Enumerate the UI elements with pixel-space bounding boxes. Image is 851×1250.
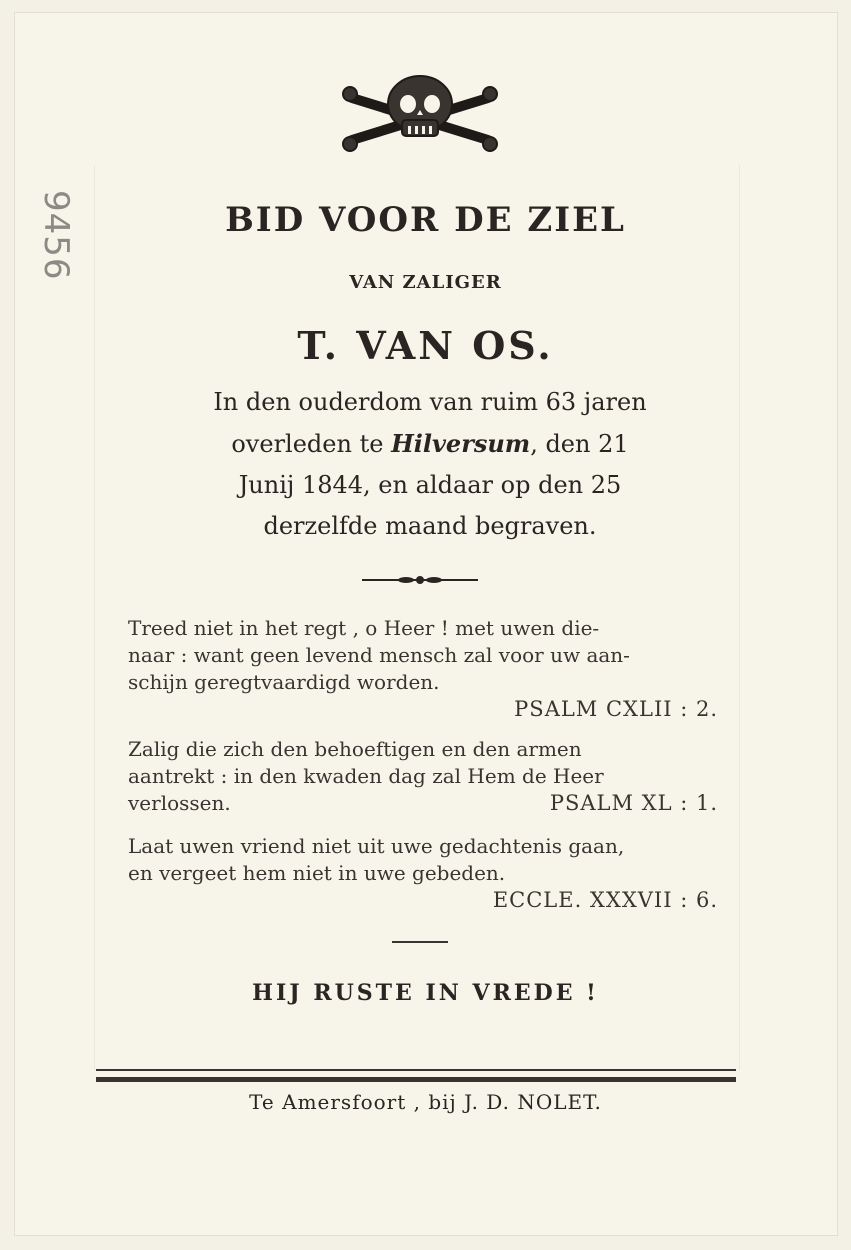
place-name: Hilversum <box>391 429 531 458</box>
verse-line: en vergeet hem niet in uwe gebeden. <box>128 861 506 885</box>
headline: BID VOOR DE ZIEL <box>225 200 626 240</box>
verse-2 <box>128 736 718 817</box>
verse-line: Laat uwen vriend niet uit uwe gedachtenis gaan, <box>128 834 625 858</box>
intro-text <box>150 382 710 547</box>
printer-imprint: Te Amersfoort , bij J. D. NOLET. <box>249 1090 602 1114</box>
intro-line-4: derzelfde maand begraven. <box>263 512 597 540</box>
verse-reference: PSALM XL : 1. <box>549 791 718 815</box>
verse-1 <box>128 615 718 723</box>
intro-line-1: In den ouderdom van ruim 63 jaren <box>213 388 647 416</box>
divider <box>392 941 448 943</box>
divider <box>96 1069 736 1071</box>
verse-line: Zalig die zich den behoeftigen en den armen <box>128 737 582 761</box>
subhead: VAN ZALIGER <box>349 272 502 293</box>
deceased-name: T. VAN OS. <box>297 323 554 368</box>
intro-line-2-end: , den 21 <box>530 430 629 458</box>
skull-and-crossbones-icon <box>340 70 500 160</box>
intro-line-3: Junij 1844, en aldaar op den 25 <box>238 471 622 499</box>
intro-line-2-start: overleden te <box>231 430 392 458</box>
verse-3 <box>128 833 718 914</box>
verse-reference: ECCLE. XXXVII : 6. <box>492 888 718 912</box>
verse-line: verlossen. <box>128 791 231 815</box>
verse-line: Treed niet in het regt , o Heer ! met uwen die- <box>128 616 600 640</box>
verse-line: naar : want geen levend mensch zal voor uw aan- <box>128 643 630 667</box>
archive-number: 9456 <box>36 190 76 281</box>
ornamental-rule-icon <box>360 573 480 587</box>
verse-reference: PSALM CXLII : 2. <box>514 697 718 721</box>
divider <box>96 1077 736 1082</box>
verse-line: aantrekt : in den kwaden dag zal Hem de Heer <box>128 764 604 788</box>
verse-line: schijn geregtvaardigd worden. <box>128 670 440 694</box>
closing-text: HIJ RUSTE IN VREDE ! <box>252 980 599 1006</box>
intro-line-2 <box>150 423 710 465</box>
